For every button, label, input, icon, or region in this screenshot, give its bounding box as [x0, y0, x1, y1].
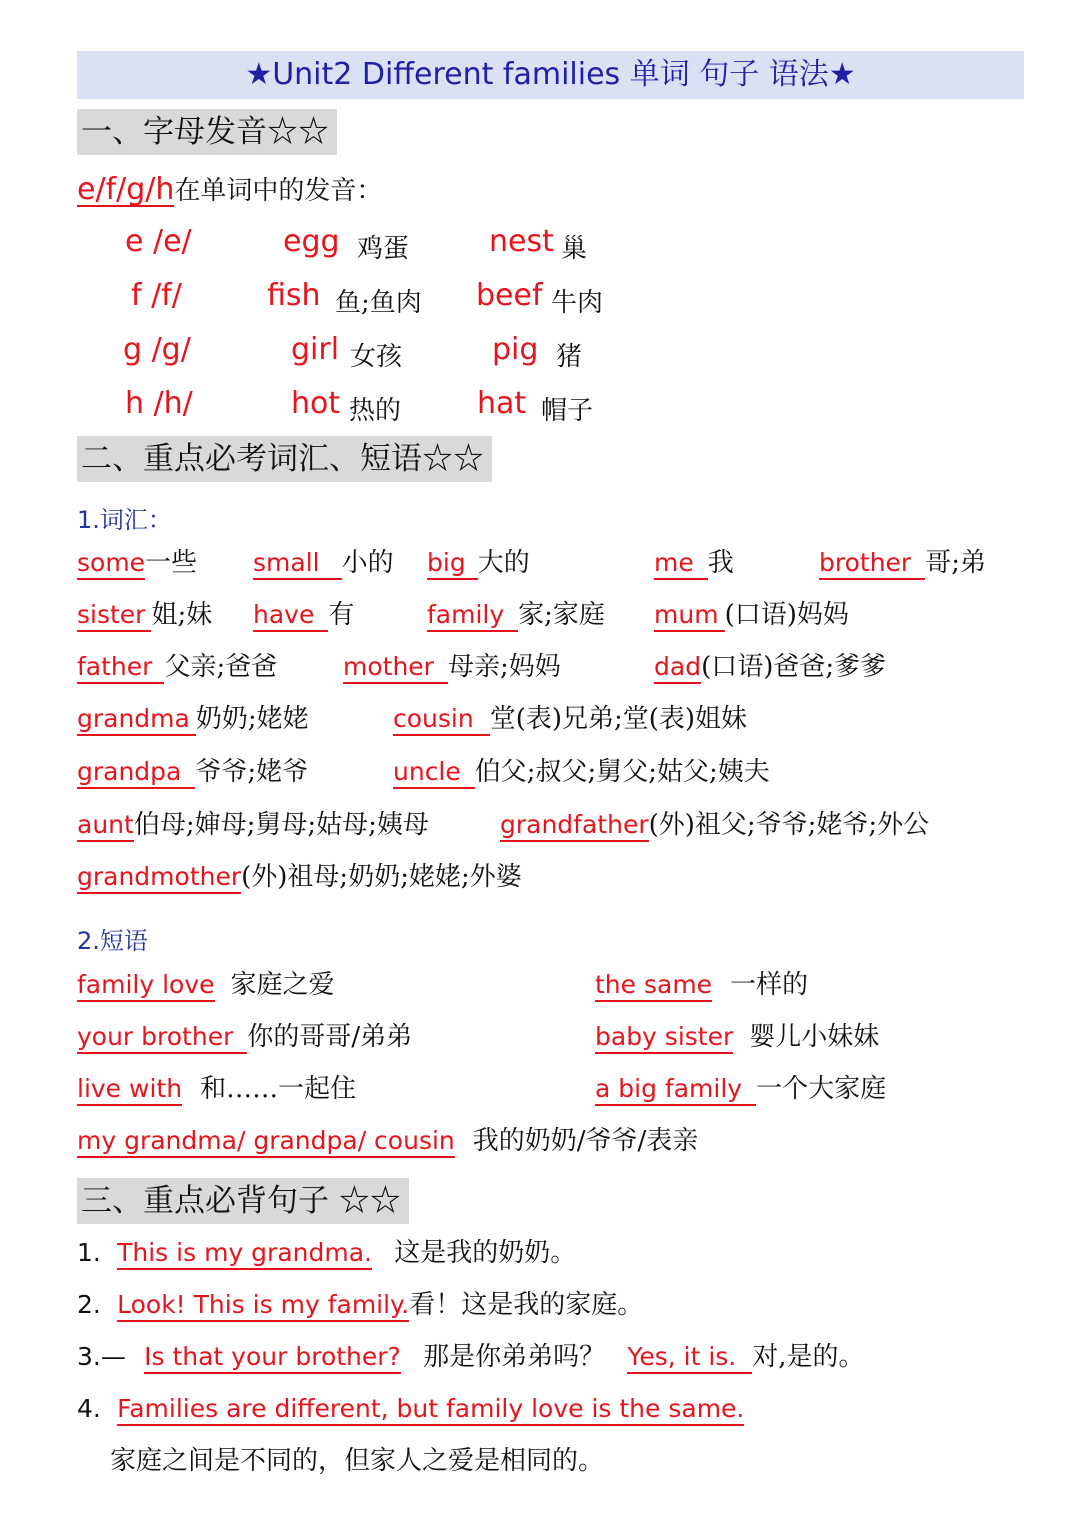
vocab-item: grandmother(外)祖母;奶奶;姥姥;外婆	[77, 862, 522, 892]
phonics-word: hot	[291, 386, 341, 421]
phonics-word: hat	[477, 386, 527, 421]
section-heading-phonics: 一、字母发音☆☆	[77, 109, 337, 155]
sentence-4: 4. Families are different, but family love is the same.	[77, 1394, 744, 1426]
phonics-word: egg	[283, 224, 340, 259]
vocab-item: sister 姐;妹	[77, 600, 213, 630]
vocab-item: family 家;家庭	[427, 600, 605, 630]
phonics-sound: g /g/	[123, 332, 191, 367]
phonics-word-meaning: 猪	[556, 342, 583, 372]
vocab-item: brother 哥;弟	[819, 548, 986, 578]
vocab-item: grandpa 爷爷;姥爷	[77, 757, 309, 787]
phonics-sound: f /f/	[131, 278, 182, 313]
phrase-item: your brother 你的哥哥/弟弟	[77, 1022, 413, 1052]
vocab-item: cousin 堂(表)兄弟;堂(表)姐妹	[393, 704, 748, 734]
page-title: ★Unit2 Different families 单词 句子 语法★	[77, 51, 1024, 99]
vocab-item: mother 母亲;妈妈	[343, 652, 561, 682]
phonics-word: girl	[291, 332, 340, 367]
vocab-item: grandfather(外)祖父;爷爷;姥爷;外公	[500, 810, 930, 840]
phonics-word-meaning: 鸡蛋	[357, 234, 410, 264]
sentence-3: 3.— Is that your brother? 那是你弟弟吗？ Yes, it is. 对,是的。	[77, 1342, 865, 1372]
phonics-word-meaning: 鱼;鱼肉	[335, 288, 422, 318]
phonics-word-meaning: 帽子	[541, 396, 594, 426]
vocab-heading: 1.词汇：	[77, 506, 172, 534]
phrase-item: a big family 一个大家庭	[595, 1074, 887, 1104]
phonics-word: pig	[492, 332, 539, 367]
vocab-item: mum (口语)妈妈	[654, 600, 849, 630]
phonics-word-meaning: 女孩	[350, 342, 403, 372]
phonics-word: fish	[267, 278, 321, 313]
vocab-item: father 父亲;爸爸	[77, 652, 278, 682]
phonics-sound: h /h/	[125, 386, 193, 421]
vocab-item: have 有	[253, 600, 355, 630]
vocab-item: uncle 伯父;叔父;舅父;姑父;姨夫	[393, 757, 770, 787]
phrase-item: the same 一样的	[595, 970, 809, 1000]
vocab-item: small 小的	[253, 548, 394, 578]
section-heading-vocabulary: 二、重点必考词汇、短语☆☆	[77, 436, 492, 482]
phonics-word-meaning: 牛肉	[551, 288, 604, 318]
vocab-item: dad(口语)爸爸;爹爹	[654, 652, 887, 682]
phonics-intro	[77, 170, 382, 207]
phrases-heading: 2.短语	[77, 927, 148, 955]
vocab-item: big 大的	[427, 548, 530, 578]
phrase-item: family love 家庭之爱	[77, 970, 335, 1000]
vocab-item: me 我	[654, 548, 734, 578]
sentence-4-translation: 家庭之间是不同的，但家人之爱是相同的。	[110, 1446, 605, 1476]
phrase-item: my grandma/ grandpa/ cousin 我的奶奶/爷爷/表亲	[77, 1126, 699, 1156]
sentence-1: 1. This is my grandma. 这是我的奶奶。	[77, 1238, 577, 1268]
section-heading-sentences: 三、重点必背句子 ☆☆	[77, 1178, 409, 1224]
phonics-word: nest	[489, 224, 554, 259]
sentence-2: 2. Look! This is my family.看！这是我的家庭。	[77, 1290, 644, 1320]
phrase-item: baby sister 婴儿小妹妹	[595, 1022, 880, 1052]
vocab-item: some一些	[77, 548, 198, 578]
phonics-intro-text: 在单词中的发音：	[174, 176, 383, 206]
phonics-word-meaning: 巢	[561, 234, 588, 264]
vocab-item: grandma 奶奶;姥姥	[77, 704, 309, 734]
phonics-letters: e/f/g/h	[77, 172, 175, 207]
phonics-sound: e /e/	[125, 224, 192, 259]
phonics-word: beef	[476, 278, 543, 313]
phrase-item: live with 和……一起住	[77, 1074, 357, 1104]
phonics-word-meaning: 热的	[349, 396, 402, 426]
vocab-item: aunt伯母;婶母;舅母;姑母;姨母	[77, 810, 429, 840]
